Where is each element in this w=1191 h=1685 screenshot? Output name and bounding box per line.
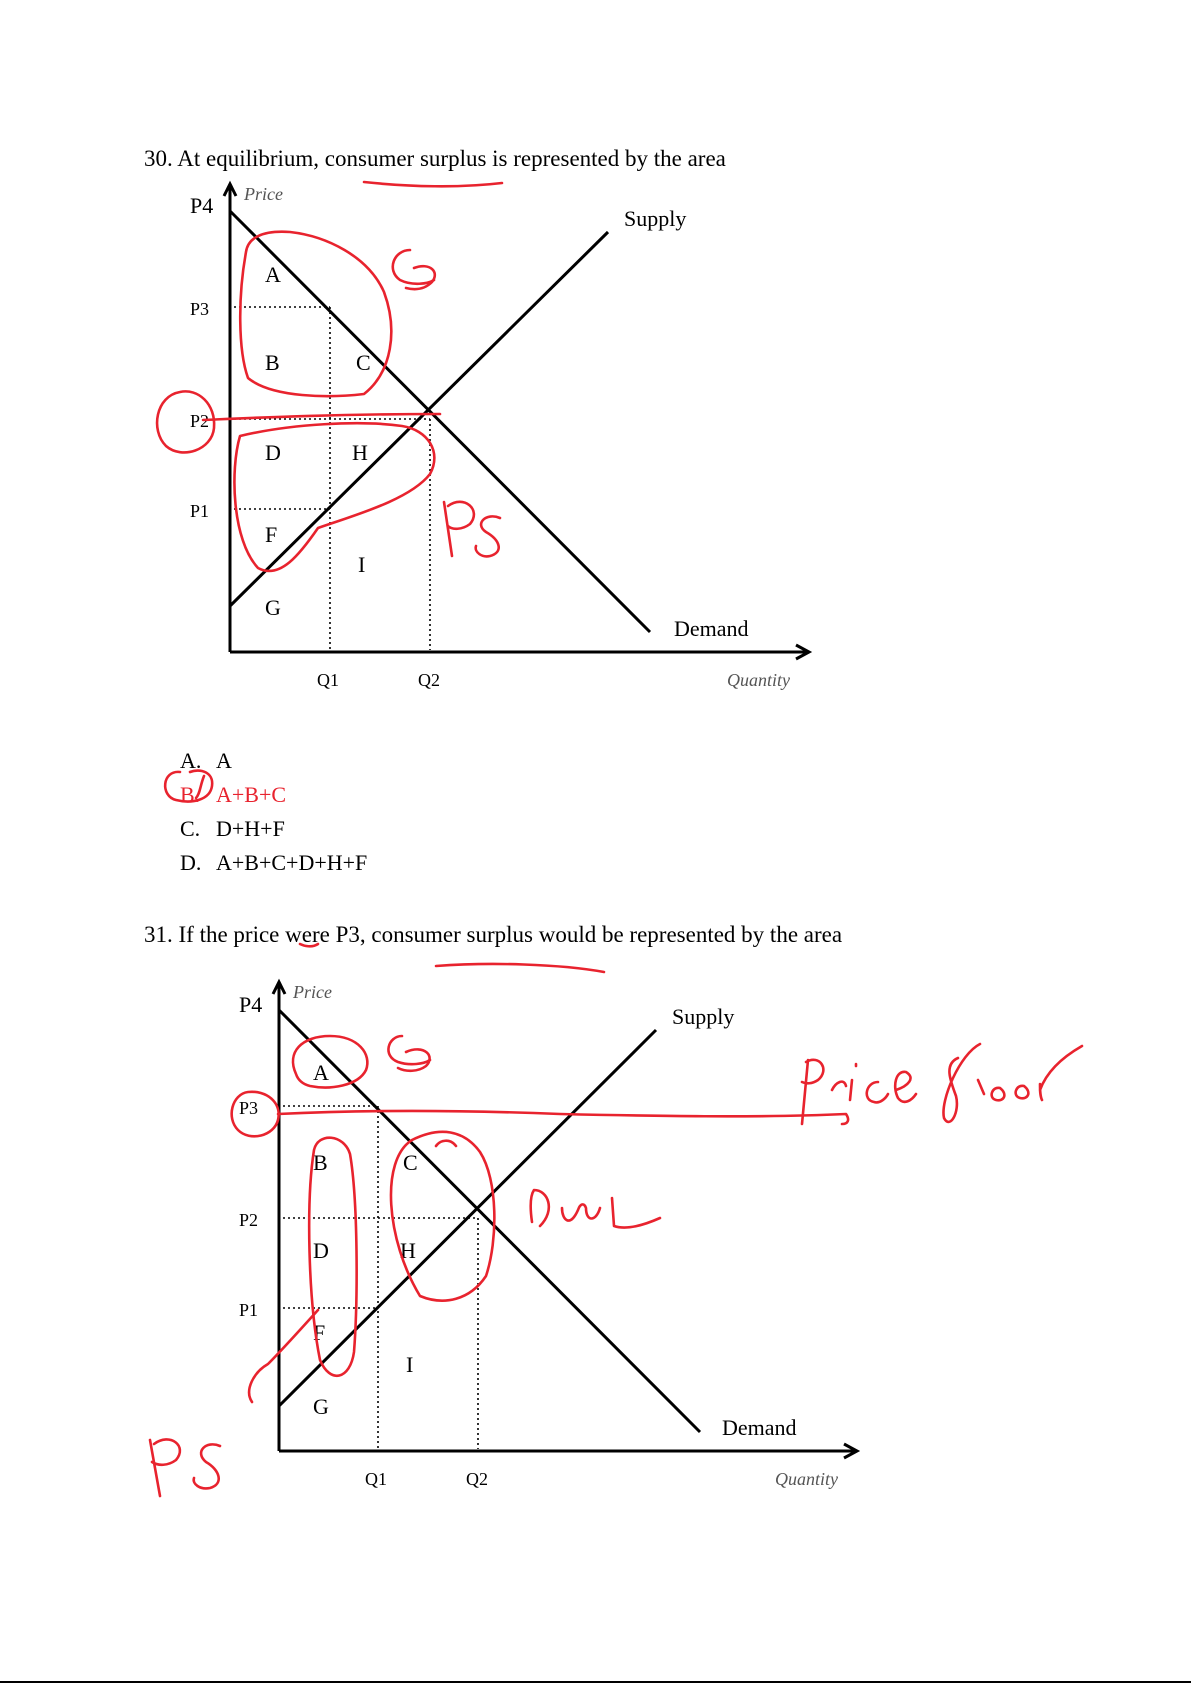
region-f: F xyxy=(265,522,278,547)
quantity-axis-title: Quantity xyxy=(727,670,790,690)
p3-label: P3 xyxy=(239,1098,259,1118)
supply-label: Supply xyxy=(624,206,687,231)
question-31-text: 31. If the price were P3, consumer surplus would be represented by the area xyxy=(144,922,843,947)
option-a-letter: A. xyxy=(180,748,202,773)
demand-label: Demand xyxy=(722,1415,797,1440)
option-b-letter: B. xyxy=(180,782,201,807)
ps-arrow xyxy=(249,1310,318,1402)
p2-label: P2 xyxy=(239,1210,259,1230)
c-bump xyxy=(436,1141,456,1146)
region-g: G xyxy=(265,595,281,620)
p4-label: P4 xyxy=(190,193,214,218)
option-c-text: D+H+F xyxy=(216,816,285,841)
option-b[interactable] xyxy=(180,782,286,808)
option-a[interactable] xyxy=(180,748,232,774)
option-d-text: A+B+C+D+H+F xyxy=(216,850,368,875)
option-c-letter: C. xyxy=(180,816,201,841)
price-axis-title: Price xyxy=(244,184,283,204)
underline-consumer-surplus xyxy=(364,182,502,186)
option-d[interactable] xyxy=(180,850,367,876)
region-d: D xyxy=(313,1238,329,1263)
region-b: B xyxy=(265,350,280,375)
ps-scribble xyxy=(444,502,500,557)
demand-curve xyxy=(230,211,650,632)
graph-q31 xyxy=(239,982,857,1489)
region-d: D xyxy=(265,440,281,465)
p1-label: P1 xyxy=(190,501,210,521)
dwl-scribble xyxy=(531,1190,660,1228)
option-b-text: A+B+C xyxy=(216,782,287,807)
demand-label: Demand xyxy=(674,616,749,641)
option-c[interactable] xyxy=(180,816,285,842)
region-f: F xyxy=(313,1320,326,1345)
region-h: H xyxy=(352,440,368,465)
cs-scribble xyxy=(388,1036,430,1071)
region-c: C xyxy=(403,1150,418,1175)
region-c: C xyxy=(356,350,371,375)
option-d-letter: D. xyxy=(180,850,202,875)
graph-q30 xyxy=(190,184,809,690)
floor-scribble xyxy=(943,1044,1082,1122)
option-a-text: A xyxy=(216,748,232,773)
p3-label: P3 xyxy=(190,299,210,319)
region-i: I xyxy=(406,1352,414,1377)
region-g: G xyxy=(313,1394,329,1419)
question-30-text: 30. At equilibrium, consumer surplus is represented by the area xyxy=(144,146,726,171)
price-axis-title: Price xyxy=(293,982,332,1002)
p2-label: P2 xyxy=(190,411,210,431)
ink-annotations-q31 xyxy=(150,944,1082,1496)
demand-curve xyxy=(279,1010,700,1432)
region-a: A xyxy=(313,1060,329,1085)
quantity-axis-title: Quantity xyxy=(775,1469,838,1489)
p1-label: P1 xyxy=(239,1300,259,1320)
q2-label: Q2 xyxy=(466,1469,488,1489)
q2-label: Q2 xyxy=(418,670,440,690)
region-a: A xyxy=(265,262,281,287)
region-b: B xyxy=(313,1150,328,1175)
ps-scribble xyxy=(150,1439,220,1496)
underline-consumer-surplus xyxy=(436,964,604,972)
ink-annotations-q30 xyxy=(157,182,502,801)
q1-label: Q1 xyxy=(365,1469,387,1489)
page-bottom-rule xyxy=(0,1681,1191,1683)
cs-scribble xyxy=(393,250,435,289)
p4-label: P4 xyxy=(239,992,263,1017)
supply-label: Supply xyxy=(672,1004,735,1029)
region-h: H xyxy=(400,1238,416,1263)
q1-label: Q1 xyxy=(317,670,339,690)
region-i: I xyxy=(358,552,366,577)
